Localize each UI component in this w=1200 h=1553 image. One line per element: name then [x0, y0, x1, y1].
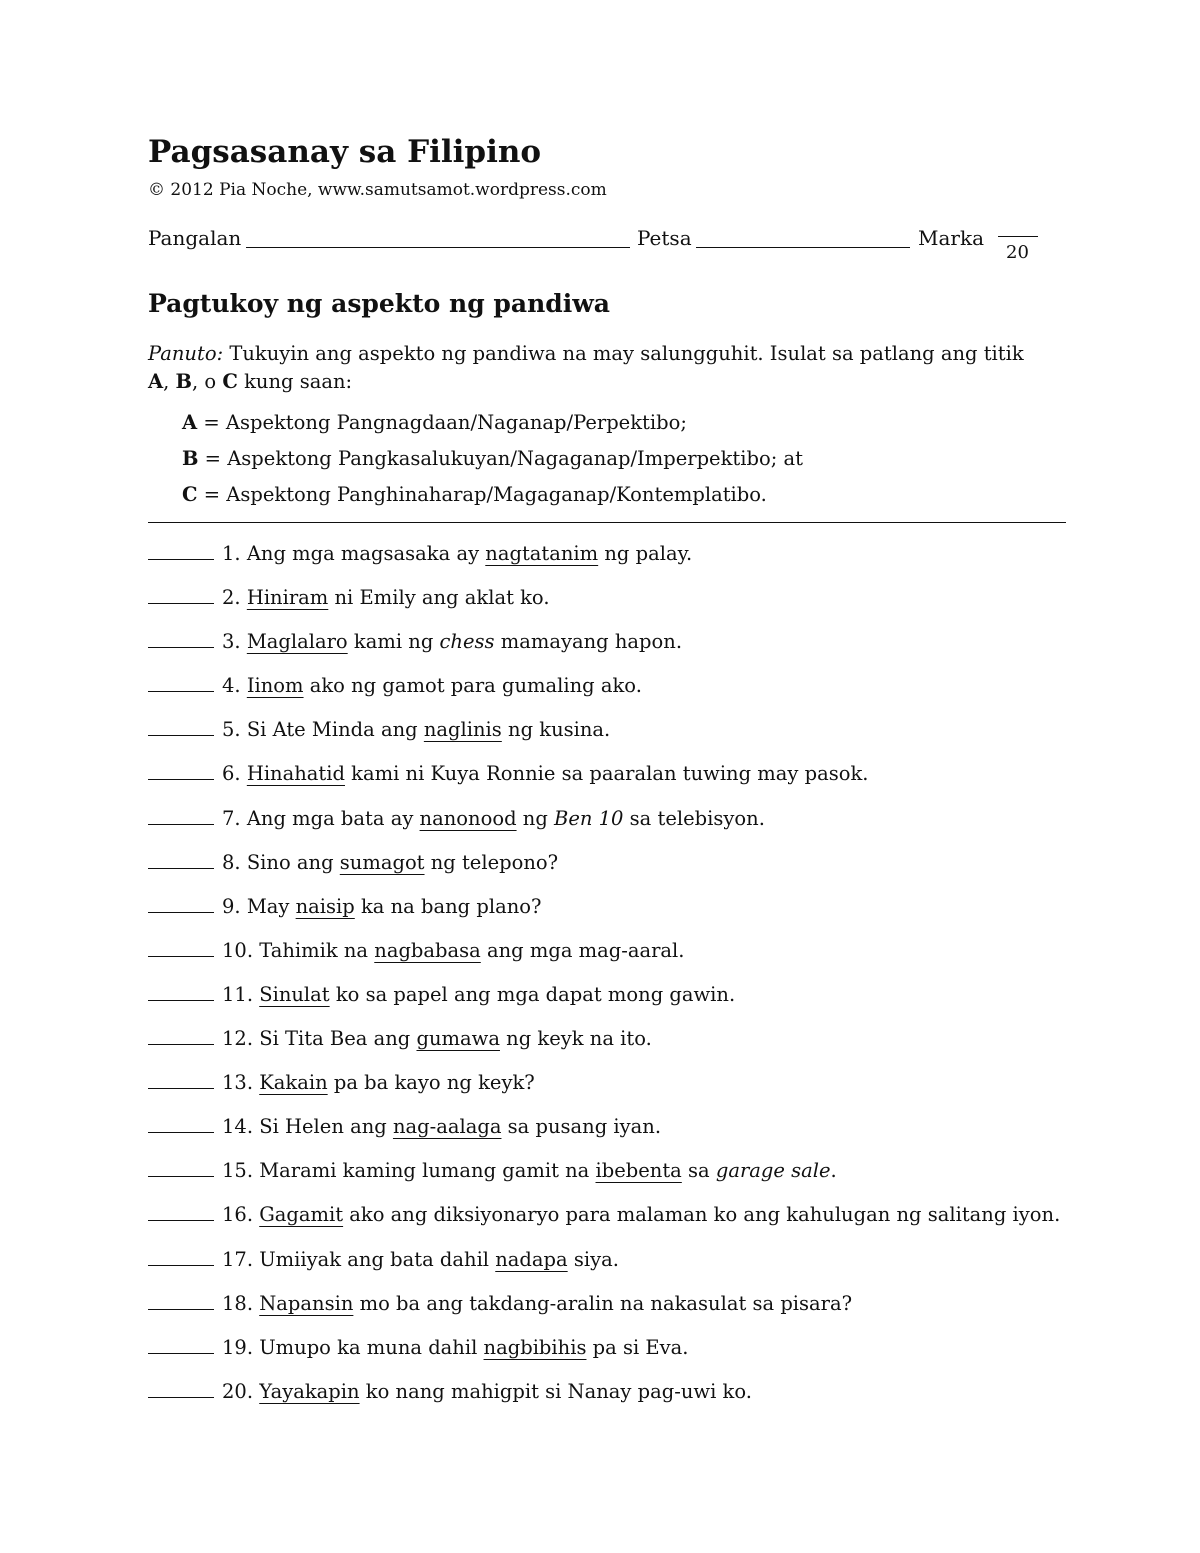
option-text: = Aspektong Pangkasalukuyan/Nagaganap/Imperpektibo; at — [198, 447, 803, 470]
answer-blank[interactable] — [148, 1202, 214, 1221]
list-item — [148, 541, 1068, 585]
underlined-verb: nagbibihis — [483, 1335, 587, 1359]
list-item — [148, 938, 1068, 982]
item-text-after: sa — [681, 1159, 716, 1183]
item-text-after: ng keyk na ito. — [499, 1027, 652, 1051]
item-text-before: Si Ate Minda ang — [246, 718, 424, 742]
answer-blank[interactable] — [148, 1026, 214, 1045]
name-blank[interactable] — [246, 247, 630, 248]
answer-blank[interactable] — [148, 1158, 214, 1177]
answer-blank[interactable] — [148, 938, 214, 957]
underlined-verb: naisip — [295, 894, 355, 918]
option-letter: B — [182, 447, 199, 470]
item-text-before: Ang mga magsasaka ay — [246, 542, 486, 565]
score-label: Marka — [918, 226, 985, 250]
answer-blank[interactable] — [148, 1114, 214, 1133]
list-item — [148, 894, 1068, 938]
answer-blank[interactable] — [148, 1335, 214, 1354]
list-item — [148, 1291, 1068, 1335]
option-c — [182, 477, 803, 513]
date-label: Petsa — [637, 226, 692, 250]
item-number: 1. — [222, 542, 241, 565]
item-number: 19. — [222, 1335, 254, 1359]
instructions — [148, 340, 1068, 396]
underlined-verb: nanonood — [419, 806, 517, 830]
underlined-verb: nagtatanim — [485, 542, 599, 565]
instruction-letter-c: C — [222, 370, 238, 393]
underlined-verb: gumawa — [416, 1027, 500, 1051]
italic-term: chess — [439, 630, 495, 654]
item-text-before: Tahimik na — [259, 938, 375, 962]
answer-blank[interactable] — [148, 761, 214, 780]
underlined-verb: Maglalaro — [246, 630, 348, 654]
item-number: 13. — [222, 1071, 254, 1095]
item-text-before: Umiiyak ang bata dahil — [259, 1247, 496, 1271]
item-number: 17. — [222, 1247, 254, 1271]
page-title: Pagsasanay sa Filipino — [148, 134, 542, 170]
answer-blank[interactable] — [148, 1379, 214, 1398]
item-text-after: ng telepono? — [424, 850, 559, 874]
underlined-verb: sumagot — [339, 850, 425, 874]
list-item — [148, 585, 1068, 629]
instruction-sep: , — [163, 370, 176, 393]
underlined-verb: Gagamit — [259, 1203, 344, 1227]
italic-term: Ben 10 — [554, 806, 624, 830]
list-item — [148, 1202, 1068, 1246]
item-text-end: . — [830, 1159, 837, 1183]
item-text-end: sa telebisyon. — [623, 806, 765, 830]
item-number: 20. — [222, 1379, 254, 1403]
answer-blank[interactable] — [148, 629, 214, 648]
item-text-after: mo ba ang takdang-aralin na nakasulat sa pisara? — [353, 1291, 853, 1315]
item-text-before: May — [246, 894, 296, 918]
answer-blank[interactable] — [148, 1247, 214, 1266]
item-number: 16. — [222, 1203, 254, 1227]
item-text-after: ka na bang plano? — [354, 894, 542, 918]
underlined-verb: naglinis — [423, 718, 502, 742]
item-text-before: Marami kaming lumang gamit na — [259, 1159, 596, 1183]
underlined-verb: nagbabasa — [374, 938, 481, 962]
list-item — [148, 761, 1068, 805]
item-number: 15. — [222, 1159, 254, 1183]
underlined-verb: Yayakapin — [259, 1379, 360, 1403]
list-item — [148, 1379, 1068, 1423]
instruction-sep: , o — [192, 370, 223, 393]
date-blank[interactable] — [696, 247, 910, 248]
underlined-verb: Kakain — [259, 1071, 328, 1095]
instruction-end: kung saan: — [237, 370, 353, 393]
underlined-verb: Hinahatid — [246, 762, 345, 786]
item-text-end: mamayang hapon. — [494, 630, 683, 654]
answer-blank[interactable] — [148, 673, 214, 692]
answer-blank[interactable] — [148, 541, 214, 560]
underlined-verb: ibebenta — [595, 1159, 682, 1183]
list-item — [148, 629, 1068, 673]
option-a — [182, 405, 803, 441]
option-letter: A — [182, 411, 198, 434]
underlined-verb: nag-aalaga — [392, 1115, 502, 1139]
option-text: = Aspektong Panghinaharap/Magaganap/Kontemplatibo. — [197, 483, 767, 506]
name-label: Pangalan — [148, 226, 242, 250]
item-text-before: Ang mga bata ay — [246, 806, 420, 830]
list-item — [148, 1158, 1068, 1202]
list-item — [148, 717, 1068, 761]
item-text-after: pa ba kayo ng keyk? — [327, 1071, 535, 1095]
instruction-letter-b: B — [175, 370, 193, 393]
section-title: Pagtukoy ng aspekto ng pandiwa — [148, 289, 610, 318]
item-number: 14. — [222, 1115, 254, 1139]
list-item — [148, 982, 1068, 1026]
option-b — [182, 441, 803, 477]
instruction-lead: Panuto: — [148, 342, 224, 365]
section-divider — [148, 522, 1066, 523]
item-text-after: ko nang mahigpit si Nanay pag-uwi ko. — [359, 1379, 752, 1403]
exercise-list — [148, 541, 1068, 1423]
item-text-before: Si Tita Bea ang — [259, 1027, 417, 1051]
list-item — [148, 1070, 1068, 1114]
item-text-after: ng palay. — [598, 542, 693, 565]
list-item — [148, 850, 1068, 894]
underlined-verb: Hiniram — [246, 586, 329, 610]
list-item — [148, 1247, 1068, 1291]
italic-term: garage sale — [715, 1159, 831, 1183]
item-number: 11. — [222, 982, 254, 1006]
item-text-after: ng kusina. — [501, 718, 611, 742]
item-number: 9. — [222, 894, 241, 918]
item-text-after: pa si Eva. — [586, 1335, 689, 1359]
list-item — [148, 806, 1068, 850]
option-letter: C — [182, 483, 198, 506]
instruction-text: Tukuyin ang aspekto ng pandiwa na may salungguhit. Isulat sa patlang ang titik — [229, 342, 1024, 365]
item-number: 12. — [222, 1027, 254, 1051]
list-item — [148, 1026, 1068, 1070]
answer-blank[interactable] — [148, 717, 214, 736]
list-item — [148, 673, 1068, 717]
option-text: = Aspektong Pangnagdaan/Naganap/Perpektibo; — [197, 411, 687, 434]
underlined-verb: nadapa — [495, 1247, 568, 1271]
item-number: 7. — [222, 806, 241, 830]
score-fraction-line — [998, 236, 1038, 237]
item-text-after: siya. — [567, 1247, 619, 1271]
item-text-before: Si Helen ang — [259, 1115, 393, 1139]
list-item — [148, 1114, 1068, 1158]
item-text-after: sa pusang iyan. — [501, 1115, 662, 1139]
item-text-after: ni Emily ang aklat ko. — [328, 586, 550, 610]
item-number: 10. — [222, 938, 254, 962]
item-text-after: ng — [516, 806, 555, 830]
item-text-after: kami ng — [347, 630, 440, 654]
item-text-after: ako ang diksiyonaryo para malaman ko ang kahulugan ng salitang iyon. — [343, 1203, 1061, 1227]
item-number: 4. — [222, 674, 241, 698]
item-text-before: Sino ang — [246, 850, 340, 874]
item-number: 6. — [222, 762, 241, 786]
item-number: 18. — [222, 1291, 254, 1315]
list-item — [148, 1335, 1068, 1379]
underlined-verb: Napansin — [259, 1291, 354, 1315]
copyright-line: © 2012 Pia Noche, www.samutsamot.wordpress.com — [148, 180, 607, 200]
score-total: 20 — [1006, 242, 1029, 263]
student-fields — [148, 226, 1068, 276]
answer-blank[interactable] — [148, 585, 214, 604]
answer-blank[interactable] — [148, 850, 214, 869]
answer-blank[interactable] — [148, 1291, 214, 1310]
instruction-letter-a: A — [148, 370, 164, 393]
answer-blank[interactable] — [148, 806, 214, 825]
item-text-before: Umupo ka muna dahil — [259, 1335, 484, 1359]
answer-blank[interactable] — [148, 982, 214, 1001]
aspect-options — [182, 405, 803, 513]
item-number: 8. — [222, 850, 241, 874]
item-text-after: ko sa papel ang mga dapat mong gawin. — [329, 982, 736, 1006]
answer-blank[interactable] — [148, 1070, 214, 1089]
item-number: 2. — [222, 586, 241, 610]
item-text-after: ako ng gamot para gumaling ako. — [303, 674, 642, 698]
item-text-after: kami ni Kuya Ronnie sa paaralan tuwing may pasok. — [344, 762, 869, 786]
item-number: 3. — [222, 630, 241, 654]
answer-blank[interactable] — [148, 894, 214, 913]
item-text-after: ang mga mag-aaral. — [480, 938, 685, 962]
item-number: 5. — [222, 718, 241, 742]
underlined-verb: Sinulat — [259, 982, 330, 1006]
underlined-verb: Iinom — [246, 674, 304, 698]
